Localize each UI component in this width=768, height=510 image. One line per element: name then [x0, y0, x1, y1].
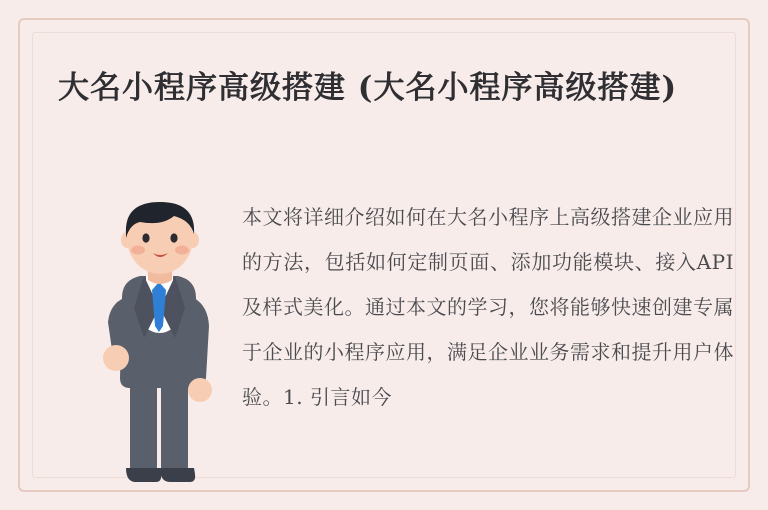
page-title: 大名小程序高级搭建 (大名小程序高级搭建) [58, 70, 678, 106]
article-card [18, 18, 750, 492]
businessman-illustration [78, 198, 228, 494]
article-body: 本文将详细介绍如何在大名小程序上高级搭建企业应用的方法，包括如何定制页面、添加功能模块、接入API及样式美化。通过本文的学习，您将能够快速创建专属于企业的小程序应用，满足企业业务需求和提升用户体验。1. 引言如今 [242, 205, 734, 409]
